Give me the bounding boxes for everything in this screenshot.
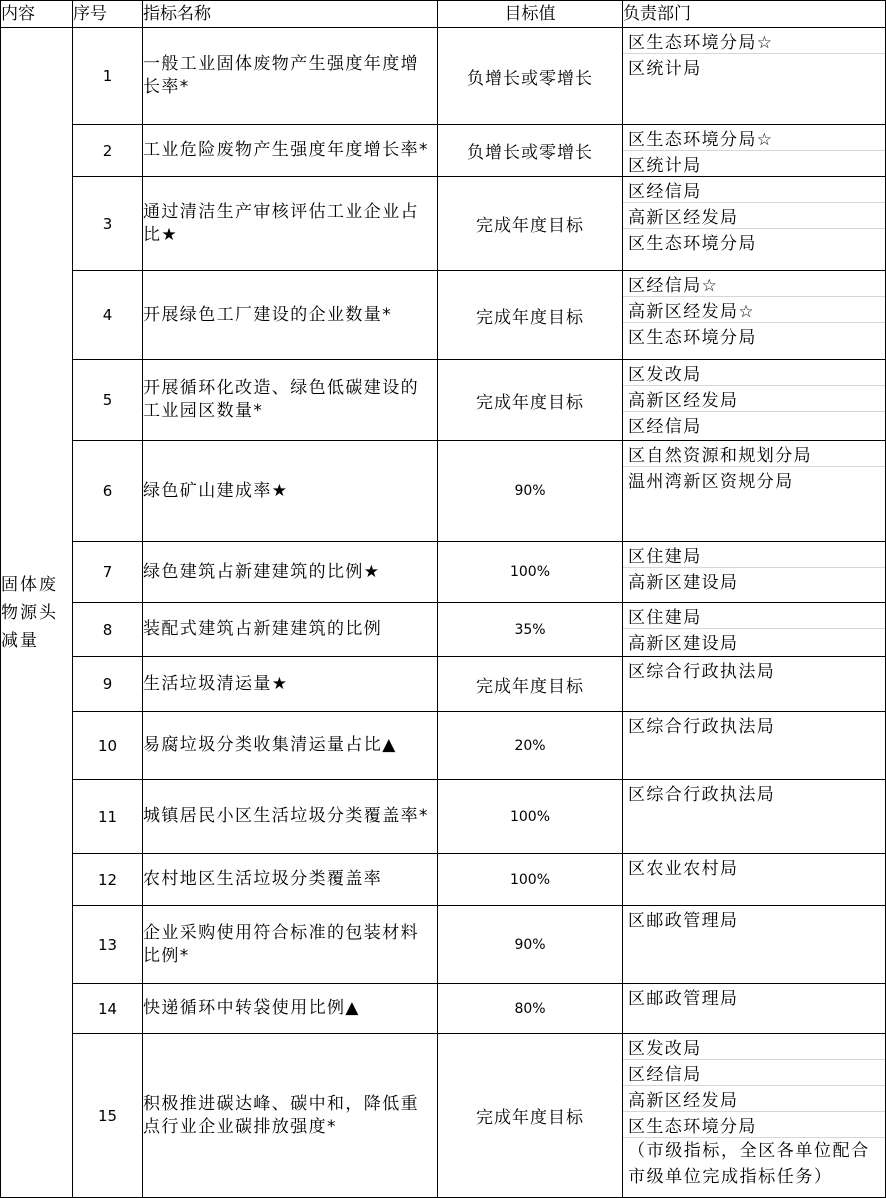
target-value: 35% <box>438 603 623 657</box>
row-number: 5 <box>73 360 143 441</box>
dept-list <box>623 360 885 437</box>
dept-item: 区经信局 <box>628 182 702 202</box>
indicator-name: 开展绿色工厂建设的企业数量* <box>143 271 438 360</box>
target-value: 完成年度目标 <box>438 271 623 360</box>
target-value: 完成年度目标 <box>438 360 623 441</box>
table-row <box>1 603 886 657</box>
dept-list <box>623 657 885 682</box>
dept-cell <box>623 780 886 854</box>
dept-cell <box>623 712 886 780</box>
dept-item: 区统计局 <box>623 150 885 176</box>
dept-item: 区生态环境分局 <box>623 322 885 348</box>
indicator-name: 通过清洁生产审核评估工业企业占比★ <box>143 177 438 271</box>
indicator-name: 企业采购使用符合标准的包装材料比例* <box>143 906 438 984</box>
dept-item: 区发改局 <box>628 1039 702 1059</box>
dept-item: 区统计局 <box>623 53 885 79</box>
indicator-name: 工业危险废物产生强度年度增长率* <box>143 125 438 177</box>
dept-list <box>623 271 885 348</box>
table-row <box>1 360 886 441</box>
dept-item: 高新区经发局 <box>623 202 885 228</box>
dept-item: 区发改局 <box>628 365 702 385</box>
table-row <box>1 271 886 360</box>
dept-list <box>623 780 885 805</box>
target-value: 完成年度目标 <box>438 657 623 712</box>
target-value: 完成年度目标 <box>438 1034 623 1198</box>
indicator-name: 易腐垃圾分类收集清运量占比▲ <box>143 712 438 780</box>
dept-item: 高新区经发局 <box>623 1085 885 1111</box>
dept-item: 区农业农村局 <box>628 859 739 879</box>
header-dept: 负责部门 <box>623 1 886 28</box>
target-value: 100% <box>438 854 623 906</box>
dept-item: 高新区经发局 <box>623 385 885 411</box>
dept-item: 区经信局 <box>623 411 885 437</box>
target-value: 90% <box>438 906 623 984</box>
dept-note: （市级指标，全区各单位配合市级单位完成指标任务） <box>623 1137 885 1190</box>
row-number: 12 <box>73 854 143 906</box>
dept-list <box>623 28 885 79</box>
indicator-name: 积极推进碳达峰、碳中和，降低重点行业企业碳排放强度* <box>143 1034 438 1198</box>
dept-cell <box>623 28 886 125</box>
dept-item: 高新区建设局 <box>623 567 885 593</box>
indicator-name: 一般工业固体废物产生强度年度增长率* <box>143 28 438 125</box>
indicator-name: 开展循环化改造、绿色低碳建设的工业园区数量* <box>143 360 438 441</box>
table-row <box>1 780 886 854</box>
dept-item: 区经信局☆ <box>628 276 719 296</box>
row-number: 7 <box>73 542 143 603</box>
dept-item: 区生态环境分局 <box>623 228 885 254</box>
table-row <box>1 177 886 271</box>
dept-item: 区自然资源和规划分局 <box>628 446 812 466</box>
table-row <box>1 712 886 780</box>
dept-list <box>623 854 885 879</box>
content-category-cell: 固体废物源头减量 <box>1 28 73 1198</box>
dept-cell <box>623 854 886 906</box>
dept-item: 区生态环境分局 <box>623 1111 885 1137</box>
header-name: 指标名称 <box>143 1 438 28</box>
row-number: 10 <box>73 712 143 780</box>
target-value: 80% <box>438 984 623 1034</box>
table-row <box>1 125 886 177</box>
indicator-name: 绿色矿山建成率★ <box>143 441 438 542</box>
header-no: 序号 <box>73 1 143 28</box>
dept-item: 区经信局 <box>623 1059 885 1085</box>
dept-item: 区生态环境分局☆ <box>628 33 774 53</box>
indicator-name: 农村地区生活垃圾分类覆盖率 <box>143 854 438 906</box>
dept-list <box>623 125 885 176</box>
dept-list <box>623 542 885 593</box>
target-value: 完成年度目标 <box>438 177 623 271</box>
dept-item: 区综合行政执法局 <box>628 717 776 737</box>
target-value: 100% <box>438 780 623 854</box>
dept-cell <box>623 657 886 712</box>
dept-cell <box>623 271 886 360</box>
dept-cell <box>623 984 886 1034</box>
target-value: 负增长或零增长 <box>438 28 623 125</box>
dept-item: 高新区建设局 <box>623 628 885 654</box>
row-number: 4 <box>73 271 143 360</box>
dept-cell <box>623 177 886 271</box>
table-row <box>1 542 886 603</box>
row-number: 1 <box>73 28 143 125</box>
dept-item: 区综合行政执法局 <box>628 662 776 682</box>
dept-item: 区住建局 <box>628 547 702 567</box>
dept-list <box>623 441 885 492</box>
indicator-name: 装配式建筑占新建建筑的比例 <box>143 603 438 657</box>
row-number: 13 <box>73 906 143 984</box>
dept-cell <box>623 906 886 984</box>
dept-list <box>623 177 885 254</box>
indicator-name: 城镇居民小区生活垃圾分类覆盖率* <box>143 780 438 854</box>
table-row <box>1 984 886 1034</box>
table-header-row <box>1 1 886 28</box>
table-row <box>1 441 886 542</box>
table-row <box>1 28 886 125</box>
header-target: 目标值 <box>438 1 623 28</box>
dept-item: 区生态环境分局☆ <box>628 130 774 150</box>
target-value: 100% <box>438 542 623 603</box>
dept-cell <box>623 542 886 603</box>
row-number: 11 <box>73 780 143 854</box>
table-row <box>1 1034 886 1198</box>
dept-list <box>623 1034 885 1190</box>
dept-item: 区综合行政执法局 <box>628 785 776 805</box>
row-number: 14 <box>73 984 143 1034</box>
dept-cell <box>623 1034 886 1198</box>
target-value: 负增长或零增长 <box>438 125 623 177</box>
row-number: 9 <box>73 657 143 712</box>
dept-cell <box>623 125 886 177</box>
dept-item: 区住建局 <box>628 608 702 628</box>
header-content: 内容 <box>1 1 73 28</box>
row-number: 8 <box>73 603 143 657</box>
dept-item: 温州湾新区资规分局 <box>623 466 885 492</box>
dept-cell <box>623 603 886 657</box>
indicator-name: 快递循环中转袋使用比例▲ <box>143 984 438 1034</box>
dept-list <box>623 984 885 1009</box>
dept-list <box>623 906 885 931</box>
table-row <box>1 854 886 906</box>
row-number: 6 <box>73 441 143 542</box>
dept-cell <box>623 441 886 542</box>
table-row <box>1 657 886 712</box>
indicator-name: 生活垃圾清运量★ <box>143 657 438 712</box>
row-number: 15 <box>73 1034 143 1198</box>
indicator-name: 绿色建筑占新建建筑的比例★ <box>143 542 438 603</box>
dept-item: 高新区经发局☆ <box>623 296 885 322</box>
dept-cell <box>623 360 886 441</box>
target-value: 90% <box>438 441 623 542</box>
row-number: 2 <box>73 125 143 177</box>
table-row <box>1 906 886 984</box>
dept-list <box>623 712 885 737</box>
dept-item: 区邮政管理局 <box>628 911 739 931</box>
row-number: 3 <box>73 177 143 271</box>
dept-list <box>623 603 885 654</box>
dept-item: 区邮政管理局 <box>628 989 739 1009</box>
target-value: 20% <box>438 712 623 780</box>
